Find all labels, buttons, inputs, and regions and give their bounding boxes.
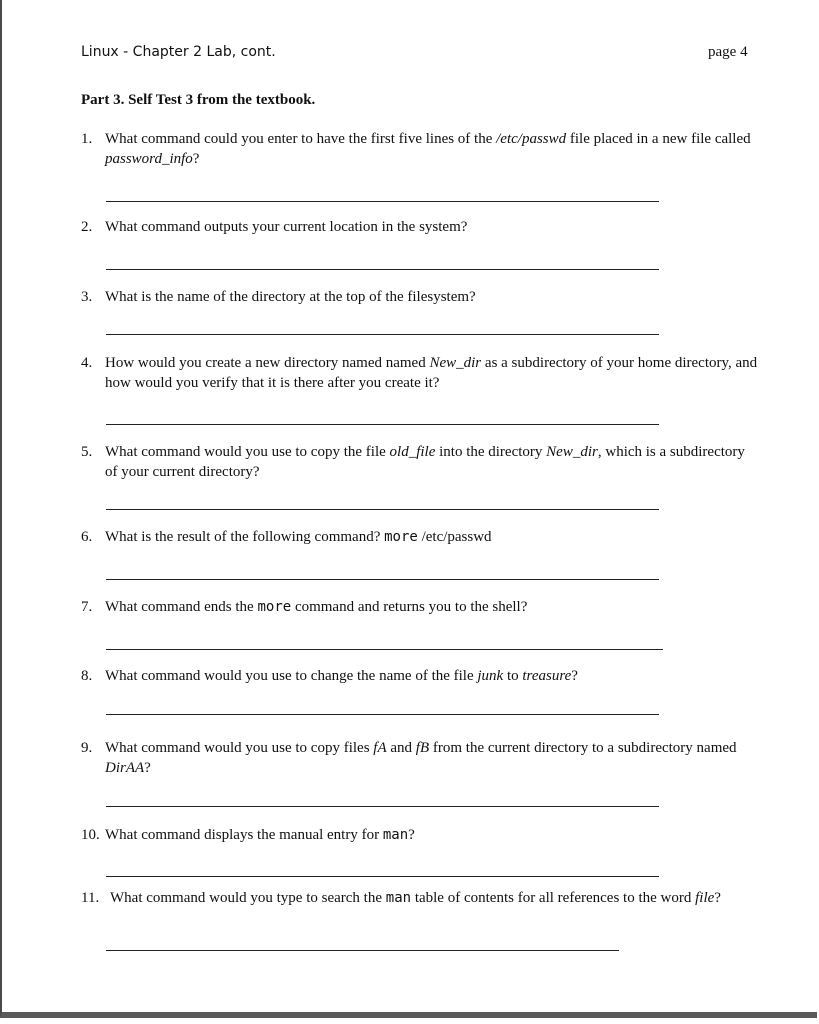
question-number: 2. [81, 219, 93, 235]
question-3 [81, 287, 761, 307]
answer-line-8[interactable] [106, 714, 659, 715]
answer-line-1[interactable] [106, 201, 659, 202]
question-number: 4. [81, 355, 93, 371]
question-number: 6. [81, 529, 93, 545]
question-number: 8. [81, 668, 93, 684]
question-number: 5. [81, 444, 93, 460]
question-number: 1. [81, 131, 93, 147]
answer-line-2[interactable] [106, 269, 659, 270]
question-10 [81, 825, 761, 845]
question-number: 3. [81, 289, 93, 305]
command-man: man [385, 890, 412, 906]
question-number: 11. [81, 890, 100, 906]
answer-line-4[interactable] [106, 424, 659, 425]
question-text: What command displays the manual entry for man? [105, 827, 415, 843]
question-text: What command would you use to copy the file old_file into the directory New_dir, which is a subdirectory of your current directory? [105, 444, 745, 480]
part-title: Part 3. Self Test 3 from the textbook. [81, 92, 316, 108]
question-number: 9. [81, 740, 93, 756]
question-number: 7. [81, 599, 93, 615]
answer-line-6[interactable] [106, 579, 659, 580]
answer-line-7[interactable] [106, 649, 663, 650]
command-more: more [257, 599, 292, 615]
question-text: How would you create a new directory named named New_dir as a subdirectory of your home directory, and how would you verify that it is there after you create it? [105, 355, 758, 391]
question-text: What command ends the more command and returns you to the shell? [105, 599, 528, 615]
question-5 [81, 442, 761, 482]
question-8 [81, 666, 761, 686]
answer-line-9[interactable] [106, 806, 659, 807]
question-4 [81, 353, 761, 393]
question-6 [81, 527, 761, 547]
question-2 [81, 217, 761, 237]
answer-line-5[interactable] [106, 509, 659, 510]
answer-line-3[interactable] [106, 334, 659, 335]
question-7 [81, 597, 761, 617]
question-text: What is the name of the directory at the top of the filesystem? [105, 289, 476, 305]
question-text: What command outputs your current location in the system? [105, 219, 468, 235]
question-9 [81, 738, 761, 778]
question-text: What command would you use to change the name of the file junk to treasure? [105, 668, 578, 684]
page-number: page 4 [708, 44, 748, 60]
question-text: What is the result of the following command? more /etc/passwd [105, 529, 492, 545]
question-text: What command would you type to search the man table of contents for all references to the word file? [110, 890, 721, 906]
question-number: 10. [81, 827, 100, 843]
question-text: What command would you use to copy files fA and fB from the current directory to a subdirectory named DirAA? [105, 740, 737, 776]
question-text: What command could you enter to have the first five lines of the /etc/passwd file placed in a new file called password_info? [105, 131, 751, 167]
question-1 [81, 129, 761, 169]
question-11 [81, 888, 761, 908]
command-more: more [384, 529, 418, 545]
answer-line-10[interactable] [106, 876, 659, 877]
header-title: Linux - Chapter 2 Lab, cont. [81, 44, 276, 60]
command-man: man [382, 827, 409, 843]
answer-line-11[interactable] [106, 950, 619, 951]
